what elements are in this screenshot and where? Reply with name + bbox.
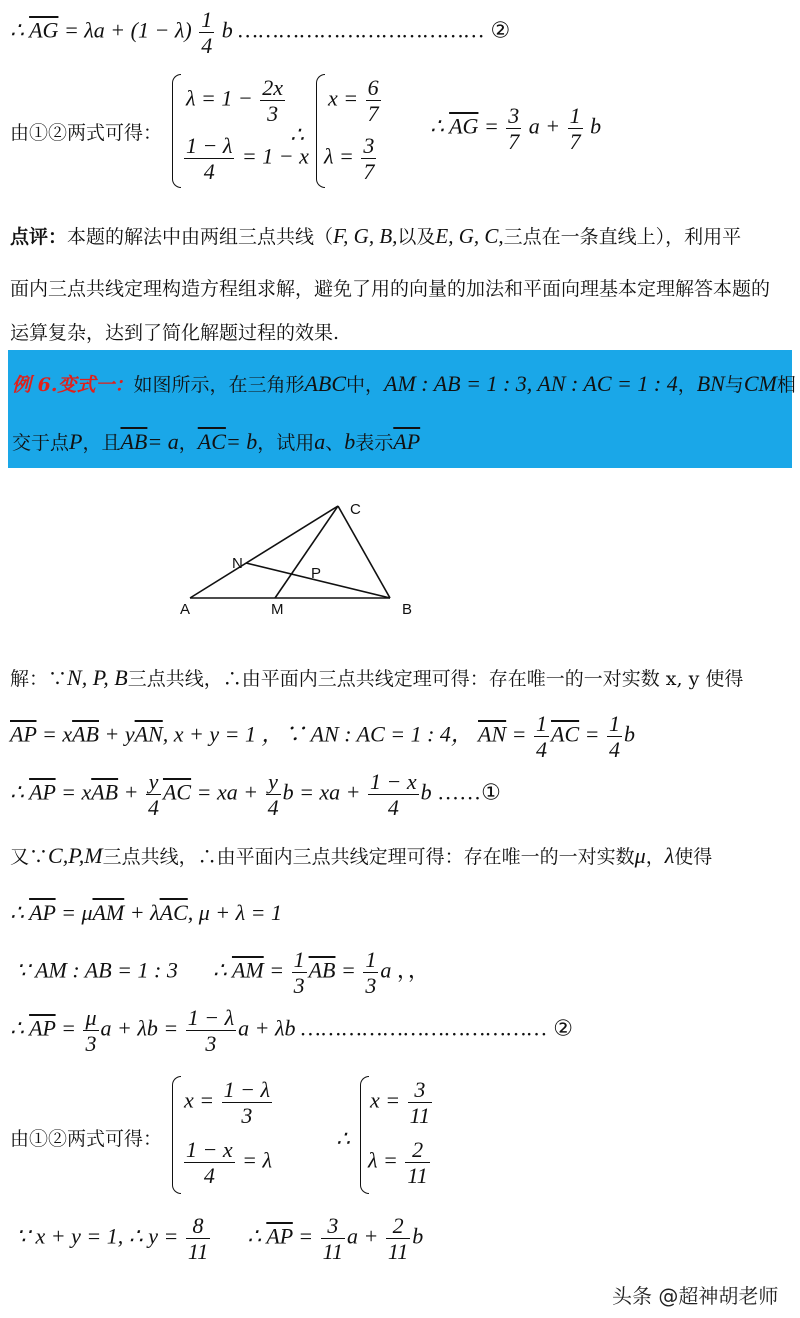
example-line-1: 例 6.变式一：如图所示，在三角形ABC中，AM : AB = 1 : 3, AN : AC = 1 : 4，BN与CM相: [12, 371, 796, 396]
system1-therefore: ∴: [290, 122, 304, 147]
segment-cm: [275, 506, 338, 598]
solution-line-7: ∴ $\overline{AP}$ = $\frac{\mu}{3}$ a + λb = $\frac{1 - \lambda}{3}$ a + λb ……………………………… ②: [10, 1005, 573, 1057]
comment-line-2: 面内三点共线定理构造方程组求解，避免了用的向量的加法和平面向理基本定理解答本题的: [10, 278, 771, 300]
comment-line-3: 运算复杂，达到了简化解题过程的效果.: [10, 322, 340, 344]
system1-result: ∴ $\overline{AG}$ = $\frac{3}{7}$ a + $\frac{1}{7}$ b: [430, 103, 602, 155]
system2-prefix: 由①②两式可得：: [10, 1128, 163, 1150]
circled-two: ②: [490, 17, 511, 43]
comment-label: 点评：: [10, 226, 68, 248]
triangle-figure: [0, 490, 800, 630]
system2-sol1: x = $\frac{3}{11}$: [370, 1077, 430, 1129]
vector-ag: $\overline{AG}$: [29, 17, 59, 43]
line-ag-expression: ∴ $\overline{AG} = \lambda a + (1 - \lambda)$ $\frac{1}{4}$ b ……………………………… ②: [10, 7, 511, 59]
system2-eq1: x = $\frac{1 - \lambda}{3}$: [184, 1077, 270, 1129]
solution-line-5: ∴ $\overline{AP} = \mu\overline{AM} + \lambda\overline{AC}$, μ + λ = 1: [10, 900, 283, 925]
label-p: P: [311, 565, 322, 582]
solution-line-4: 又∵C,P,M三点共线，∴由平面内三点共线定理可得：存在唯一的一对实数μ，λ使得: [10, 843, 713, 868]
label-b: B: [402, 601, 413, 618]
system1-prefix: 由①②两式可得：: [10, 122, 163, 144]
system1-eq2: $\frac{1 - \lambda}{4}$ = 1 − x: [186, 133, 309, 185]
label-m: M: [271, 601, 284, 618]
brace: [172, 1076, 181, 1194]
example-label: 例 6.变式一：: [12, 374, 134, 396]
system1-eq1: λ = 1 − $\frac{2x}{3}$: [186, 75, 283, 127]
solution-line-1: 解：∵N, P, B三点共线，∴由平面内三点共线定理可得：存在唯一的一对实数 x, y 使得: [10, 665, 744, 690]
side-ac: [190, 506, 338, 598]
system1-sol2: λ = $\frac{3}{7}$: [324, 133, 375, 185]
label-c: C: [350, 501, 361, 518]
system2-eq2: $\frac{1 - x}{4}$ = λ: [186, 1137, 272, 1189]
fraction: $\frac{1}{4}$: [201, 7, 213, 59]
label-a: A: [180, 601, 191, 618]
watermark: 头条 @超神胡老师: [612, 1284, 779, 1308]
solution-line-2: $\overline{AP} = x\overline{AB} + y\overline{AN}$, x + y = 1 ，∵ AN : AC = 1 : 4， $\overline{AN}$ = $\frac{1}{4}$ $\overline{AC}$ = $\frac{1}{4}$ b: [10, 711, 635, 763]
final-line: ∵ x + y = 1, ∴ y = $\frac{8}{11}$ ∴ $\overline{AP}$ = $\frac{3}{11}$ a + $\frac{2}{11}$ b: [16, 1213, 424, 1265]
system1-sol1: x = $\frac{6}{7}$: [328, 75, 379, 127]
example-line-2: 交于点P，且$\overline{AB}= a$，$\overline{AC}= b$，试用a、b表示$\overline{AP}$: [12, 429, 421, 454]
system2-sol2: λ = $\frac{2}{11}$: [368, 1137, 428, 1189]
solution-line-6: ∵ AM : AB = 1 : 3 ∴ $\overline{AM}$ = $\frac{1}{3}$ $\overline{AB}$ = $\frac{1}{3}$ a ，，: [16, 947, 430, 999]
solution-line-3: ∴ $\overline{AP} = x\overline{AB}$ + $\frac{y}{4}$ $\overline{AC}$ = xa + $\frac{y}{4}$ b = xa + $\frac{1 - x}{4}$ b ……①: [10, 769, 501, 821]
label-n: N: [232, 555, 243, 572]
system2-therefore: ∴: [336, 1126, 350, 1151]
side-bc: [338, 506, 390, 598]
comment-line-1: 点评：本题的解法中由两组三点共线（F, G, B,以及E, G, C,三点在一条直线上），利用平: [10, 224, 742, 248]
circled-two: ②: [553, 1015, 573, 1041]
brace: [172, 74, 181, 188]
